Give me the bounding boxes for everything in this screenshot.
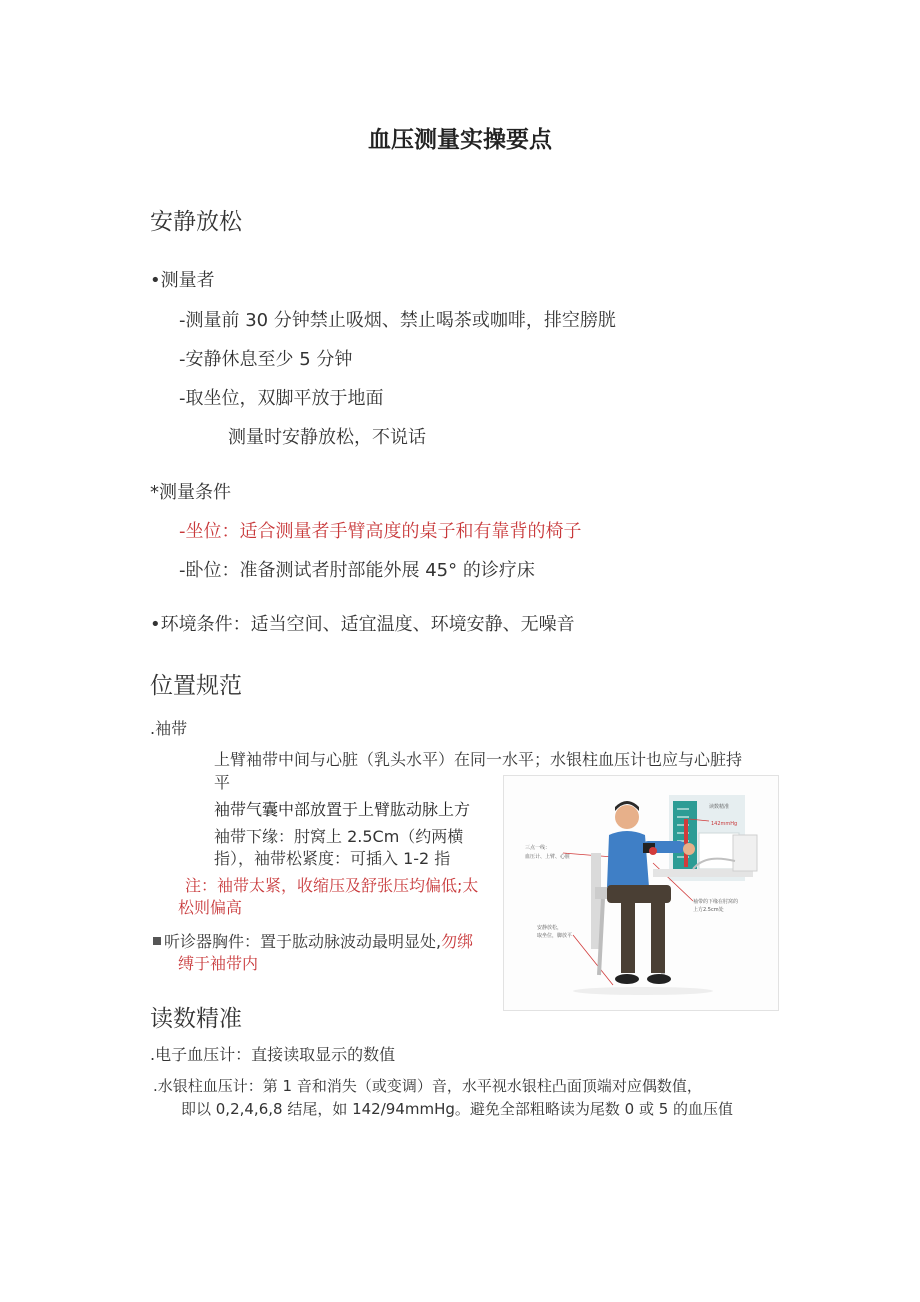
figure-label-quiet2: 取坐位，脚放平 xyxy=(537,933,573,939)
electronic-reading: .电子血压计：直接读取显示的数值 xyxy=(150,1045,396,1064)
mercury-reading: 即以 0,2,4,6,8 结尾，如 142/94mmHg。避免全部粗略读为尾数 0 或 5 的血压值 xyxy=(181,1100,734,1118)
list-item: -测量前 30 分钟禁止吸烟、禁止喝茶或咖啡，排空膀胱 xyxy=(179,310,616,331)
section-heading-position: 位置规范 xyxy=(150,673,242,699)
cuff-line: 平 xyxy=(214,773,231,792)
figure-label-left: 三点一线： xyxy=(525,845,551,851)
conditions-label: *测量条件 xyxy=(150,482,231,503)
subject-label: •测量者 xyxy=(150,270,215,291)
figure-label-cuff: 袖带的下缘在肘窝的 xyxy=(693,899,739,905)
cuff-airbag: 袖带气囊中部放置于上臂肱动脉上方 xyxy=(214,800,471,819)
list-item: 测量时安静放松，不说话 xyxy=(228,427,426,448)
stethoscope-line: 缚于袖带内 xyxy=(178,954,259,973)
cuff-note: 松则偏高 xyxy=(178,898,243,917)
square-bullet-icon xyxy=(153,937,161,945)
stethoscope-line: 听诊器胸件：置于肱动脉波动最明显处,勿绑 xyxy=(153,929,473,952)
cuff-line: 上臂袖带中间与心脏（乳头水平）在同一水平；水银柱血压计也应与心脏持 xyxy=(214,750,743,769)
figure-label-cuff2: 上方2.5cm处 xyxy=(693,907,724,913)
condition-sitting: -坐位：适合测量者手臂高度的桌子和有靠背的椅子 xyxy=(179,521,582,542)
figure-label-value: 142mmHg xyxy=(711,821,738,827)
list-item: -安静休息至少 5 分钟 xyxy=(179,349,353,370)
cuff-lower-edge: 袖带下缘：肘窝上 2.5Cm（约两横 xyxy=(214,827,464,846)
cuff-note: 注：袖带太紧，收缩压及舒张压均偏低;太 xyxy=(185,876,479,895)
cuff-label: .袖带 xyxy=(150,719,188,738)
condition-lying: -卧位：准备测试者肘部能外展 45° 的诊疗床 xyxy=(179,560,535,581)
figure-label-quiet: 安静放松， xyxy=(537,925,563,931)
cuff-lower-edge: 指），袖带松紧度：可插入 1-2 指 xyxy=(214,849,451,868)
blood-pressure-illustration xyxy=(503,775,779,1011)
section-heading-reading: 读数精准 xyxy=(150,1006,242,1032)
page-title: 血压测量实操要点 xyxy=(368,127,552,153)
figure-label-reading: 读数精准 xyxy=(709,804,730,810)
section-heading-quiet: 安静放松 xyxy=(150,209,242,235)
list-item: -取坐位，双脚平放于地面 xyxy=(179,388,384,409)
mercury-reading: .水银柱血压计：第 1 音和消失（或变调）音，水平视水银柱凸面顶端对应偶数值， xyxy=(153,1077,702,1095)
figure-label-left2: 血压计、上臂、心脏 xyxy=(525,854,571,860)
environment-conditions: •环境条件：适当空间、适宜温度、环境安静、无噪音 xyxy=(150,614,575,635)
